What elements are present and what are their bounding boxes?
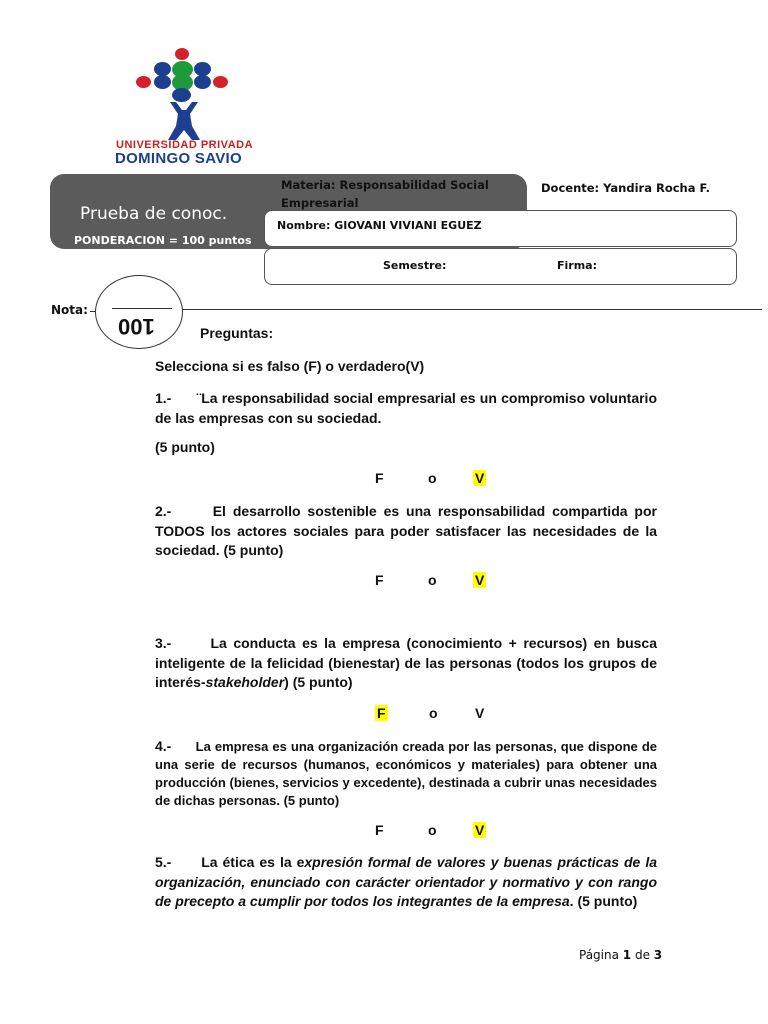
ponderacion-label: PONDERACION = 100 puntos xyxy=(74,234,252,247)
question-number: 3.- xyxy=(155,635,172,651)
question-text: El desarrollo sostenible es una responsabilidad compartida por TODOS los actores sociales para poder satisfacer las necesidades de la sociedad. (5 punto) xyxy=(155,503,657,558)
grade-value: 100 xyxy=(118,314,155,339)
option-or: o xyxy=(428,572,437,588)
page-label: Página xyxy=(579,948,623,962)
nota-label: Nota: xyxy=(51,303,88,317)
figure-icon xyxy=(164,100,204,142)
question-text: La conducta es la empresa (conocimiento + recursos) en busca inteligente de la felicidad (bienestar) de las personas (todos los grupos de interés- xyxy=(155,635,657,690)
logo-dot xyxy=(194,62,211,76)
option-or: o xyxy=(428,822,437,838)
instruction-text: Selecciona si es falso (F) o verdadero(V) xyxy=(155,358,425,374)
nombre-label: Nombre: GIOVANI VIVIANI EGUEZ xyxy=(277,219,482,232)
page-of: de xyxy=(631,948,654,962)
question-1 xyxy=(155,389,657,428)
option-or: o xyxy=(429,705,438,721)
page-current: 1 xyxy=(622,948,632,962)
logo-dot xyxy=(154,62,171,76)
question-text: La ética es la e xyxy=(201,854,305,870)
university-logo xyxy=(130,46,240,142)
option-v-selected[interactable]: V xyxy=(475,822,485,838)
question-1-points: (5 punto) xyxy=(155,439,215,455)
materia-label: Materia: Responsabilidad Social Empresarial xyxy=(281,178,489,210)
page-footer xyxy=(579,948,662,962)
page-total: 3 xyxy=(653,948,663,962)
question-text-italic: stakeholder xyxy=(205,674,285,690)
question-text-italic: xpresión formal de valores y buenas prácticas de la organización, enunciado con carácter orientador y normativo y con rango de precepto a cumplir por todos los integrantes de la empresa xyxy=(155,854,657,909)
question-5 xyxy=(155,853,657,912)
semestre-firma-field xyxy=(264,248,737,285)
docente-label: Docente: Yandira Rocha F. xyxy=(541,181,711,195)
question-2 xyxy=(155,502,657,561)
option-f-selected[interactable]: F xyxy=(377,705,386,721)
question-number: 4.- xyxy=(155,738,172,754)
university-name-line1: UNIVERSIDAD PRIVADA xyxy=(116,139,254,151)
grade-underline xyxy=(112,308,172,309)
university-name-line2: DOMINGO SAVIO xyxy=(115,150,242,167)
question-text: La empresa es una organización creada por las personas, que dispone de una serie de recursos (humanos, económicos y materiales) para obtener una producción (bienes, servicios y excedente), destinada a cubrir unas necesidades de dichas personas. (5 punto) xyxy=(155,739,658,808)
options-2 xyxy=(375,572,495,592)
question-number: 1.- xyxy=(155,390,172,406)
question-text-end: ) (5 punto) xyxy=(284,674,353,690)
firma-label: Firma: xyxy=(557,259,597,272)
logo-dot xyxy=(136,76,151,88)
options-1 xyxy=(375,470,495,490)
option-or: o xyxy=(428,470,437,486)
semestre-label: Semestre: xyxy=(383,259,447,272)
question-3 xyxy=(155,634,657,693)
logo-dot xyxy=(154,75,171,89)
option-v-selected[interactable]: V xyxy=(475,572,485,588)
options-4 xyxy=(375,822,495,842)
option-f[interactable]: F xyxy=(375,822,384,838)
options-3 xyxy=(375,705,495,725)
question-number: 2.- xyxy=(155,503,172,519)
option-f[interactable]: F xyxy=(375,572,384,588)
divider-line-right xyxy=(182,309,762,310)
question-text: ¨La responsabilidad social empresarial es un compromiso voluntario de las empresas con su sociedad. xyxy=(155,390,657,426)
question-number: 5.- xyxy=(155,854,172,870)
option-v-selected[interactable]: V xyxy=(475,470,485,486)
logo-dot xyxy=(194,75,211,89)
question-4 xyxy=(155,737,657,810)
logo-dot xyxy=(175,48,189,60)
exam-title: Prueba de conoc. xyxy=(80,204,228,224)
logo-dot xyxy=(213,76,228,88)
option-f[interactable]: F xyxy=(375,470,384,486)
option-v[interactable]: V xyxy=(475,705,485,721)
preguntas-heading: Preguntas: xyxy=(200,325,274,341)
question-text-end: . (5 punto) xyxy=(569,893,638,909)
